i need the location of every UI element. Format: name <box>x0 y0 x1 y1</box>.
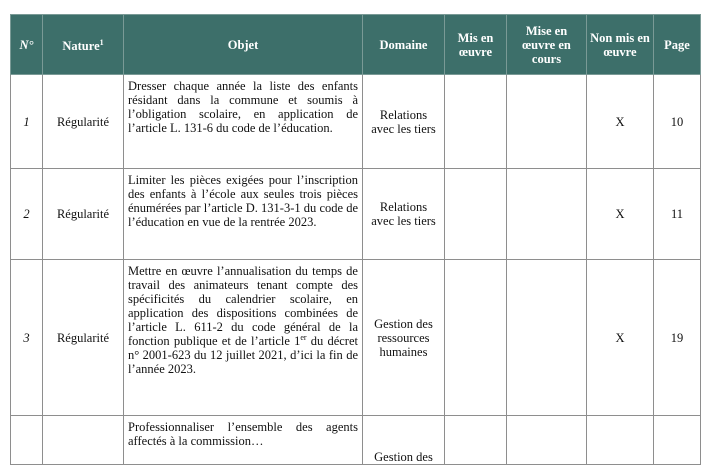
table-row <box>11 416 701 465</box>
row-en-cours <box>507 260 587 416</box>
table-row <box>11 75 701 169</box>
header-mise-en-oeuvre-en-cours: Mise en œuvre en cours <box>507 15 587 75</box>
row-nature: Régularité <box>43 75 124 169</box>
header-page: Page <box>654 15 701 75</box>
row-en-cours <box>507 416 587 465</box>
row-num <box>11 416 43 465</box>
header-nature: Nature$^1$ <box>43 15 124 75</box>
recommendations-table <box>10 14 701 465</box>
row-num: 2 <box>11 169 43 260</box>
row-non-mis: X <box>587 169 654 260</box>
table-row <box>11 169 701 260</box>
header-row <box>11 15 701 75</box>
row-en-cours <box>507 169 587 260</box>
header-non-mis-en-oeuvre: Non mis en œuvre <box>587 15 654 75</box>
row-domaine: Relations avec les tiers <box>363 169 445 260</box>
row-page <box>654 416 701 465</box>
header-num: N° <box>11 15 43 75</box>
row-page: 19 <box>654 260 701 416</box>
header-objet: Objet <box>124 15 363 75</box>
row-non-mis <box>587 416 654 465</box>
row-objet: Professionnaliser l’ensemble des agents affectés à la commission… <box>124 416 363 465</box>
row-domaine: Relations avec les tiers <box>363 75 445 169</box>
row-mis-en-oeuvre <box>445 169 507 260</box>
table-row <box>11 260 701 416</box>
row-nature: Régularité <box>43 260 124 416</box>
header-domaine: Domaine <box>363 15 445 75</box>
row-objet: Dresser chaque année la liste des enfants résidant dans la commune et soumis à l’obligation scolaire, en application de l’article L. 131-6 du code de l’éducation. <box>124 75 363 169</box>
row-nature: Régularité <box>43 169 124 260</box>
footnote-marker: 1 <box>99 37 104 47</box>
row-non-mis: X <box>587 75 654 169</box>
row-nature <box>43 416 124 465</box>
row-domaine: Gestion des <box>363 416 445 465</box>
row-num: 3 <box>11 260 43 416</box>
row-en-cours <box>507 75 587 169</box>
recommendations-table-container <box>10 14 700 464</box>
row-objet: Limiter les pièces exigées pour l’inscription des enfants à l’école aux seules trois pièces énumérées par l’article D. 131-3-1 du code de l’éducation en vue de la rentrée 2023. <box>124 169 363 260</box>
row-mis-en-oeuvre <box>445 260 507 416</box>
row-mis-en-oeuvre <box>445 75 507 169</box>
row-num: 1 <box>11 75 43 169</box>
header-mis-en-oeuvre: Mis en œuvre <box>445 15 507 75</box>
row-domaine: Gestion des ressources humaines <box>363 260 445 416</box>
row-mis-en-oeuvre <box>445 416 507 465</box>
row-non-mis: X <box>587 260 654 416</box>
row-page: 10 <box>654 75 701 169</box>
row-objet: Mettre en œuvre l’annualisation du temps de travail des animateurs tenant compte des spécificités du calendrier scolaire, en application des dispositions combinées de l’article L. 611-2 du code général de la fonction publique et de l’article 1er du décret n° 2001-623 du 12 juillet 2021, d’ici la fin de l’année 2023. <box>124 260 363 416</box>
row-page: 11 <box>654 169 701 260</box>
